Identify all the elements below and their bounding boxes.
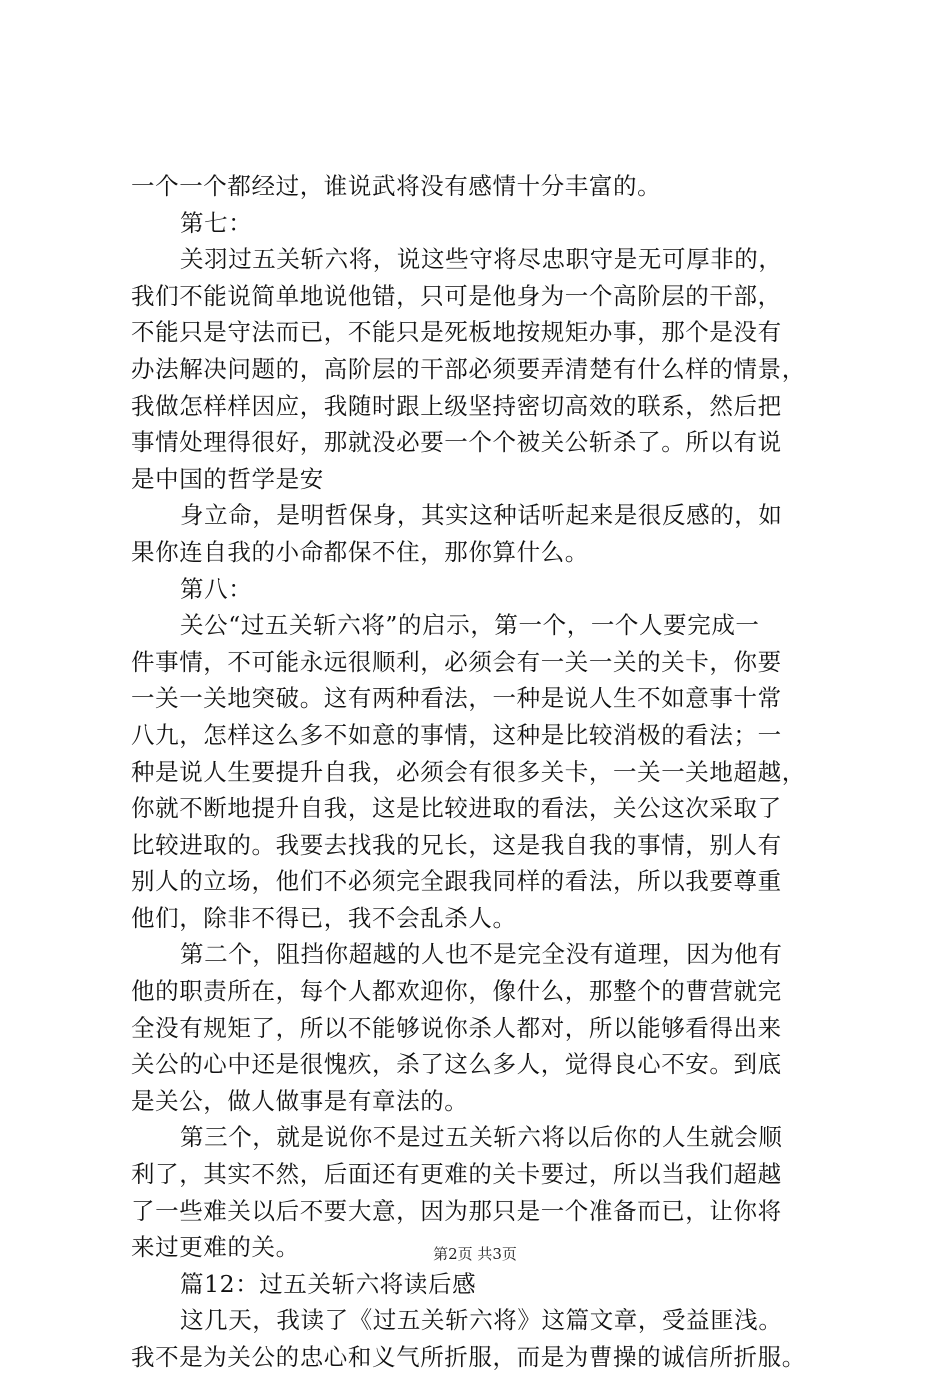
- text-line: 全没有规矩了，所以不能够说你杀人都对，所以能够看得出来: [131, 1013, 782, 1042]
- text-line: 他们，除非不得已，我不会乱杀人。: [131, 903, 517, 932]
- article-title: 篇12：过五关斩六将读后感: [180, 1269, 477, 1298]
- text-line: 了一些难关以后不要大意，因为那只是一个准备而已，让你将: [131, 1196, 782, 1225]
- text-line: 这几天，我读了《过五关斩六将》这篇文章，受益匪浅。: [180, 1306, 783, 1335]
- text-line: 第二个，阻挡你超越的人也不是完全没有道理，因为他有: [180, 940, 783, 969]
- text-line: 种是说人生要提升自我，必须会有很多关卡，一关一关地超越，: [131, 757, 806, 786]
- text-line: 果你连自我的小命都保不住，那你算什么。: [131, 537, 589, 566]
- text-line: 事情处理得很好，那就没必要一个个被关公斩杀了。所以有说: [131, 428, 782, 457]
- page-number-footer: 第2页 共3页: [433, 1245, 517, 1263]
- text-line: 一关一关地突破。这有两种看法，一种是说人生不如意事十常: [131, 684, 782, 713]
- text-line: 第三个，就是说你不是过五关斩六将以后你的人生就会顺: [180, 1123, 783, 1152]
- text-line: 他的职责所在，每个人都欢迎你，像什么，那整个的曹营就完: [131, 977, 782, 1006]
- text-line: 是关公，做人做事是有章法的。: [131, 1086, 469, 1115]
- section-heading-8: 第八：: [180, 574, 253, 603]
- text-line: 不能只是守法而已，不能只是死板地按规矩办事，那个是没有: [131, 318, 782, 347]
- text-line: 身立命，是明哲保身，其实这种话听起来是很反感的，如: [180, 501, 783, 530]
- text-line: 一个一个都经过，谁说武将没有感情十分丰富的。: [131, 172, 662, 200]
- text-line: 我做怎样样因应，我随时跟上级坚持密切高效的联系，然后把: [131, 391, 782, 420]
- text-line: 关公“过五关斩六将”的启示，第一个，一个人要完成一: [180, 611, 760, 640]
- text-line: 比较进取的。我要去找我的兄长，这是我自我的事情，别人有: [131, 830, 782, 859]
- section-heading-7: 第七：: [180, 208, 253, 237]
- text-line: 别人的立场，他们不必须完全跟我同样的看法，所以我要尊重: [131, 867, 782, 896]
- text-line: 关羽过五关斩六将，说这些守将尽忠职守是无可厚非的，: [180, 245, 783, 274]
- text-line: 办法解决问题的，高阶层的干部必须要弄清楚有什么样的情景，: [131, 354, 806, 383]
- text-line: 是中国的哲学是安: [131, 464, 324, 493]
- text-line: 件事情，不可能永远很顺利，必须会有一关一关的关卡，你要: [131, 647, 782, 676]
- text-line: 我们不能说简单地说他错，只可是他身为一个高阶层的干部，: [131, 281, 782, 310]
- text-line: 利了，其实不然，后面还有更难的关卡要过，所以当我们超越: [131, 1160, 782, 1189]
- text-line: 八九，怎样这么多不如意的事情，这种是比较消极的看法；一: [131, 720, 782, 749]
- text-line: 来过更难的关。: [131, 1233, 300, 1262]
- text-line: 关公的心中还是很愧疚，杀了这么多人，觉得良心不安。到底: [131, 1050, 782, 1079]
- text-line: 我不是为关公的忠心和义气所折服，而是为曹操的诚信所折服。: [131, 1343, 806, 1371]
- text-line: 你就不断地提升自我，这是比较进取的看法，关公这次采取了: [131, 794, 782, 823]
- document-body: [131, 168, 853, 1376]
